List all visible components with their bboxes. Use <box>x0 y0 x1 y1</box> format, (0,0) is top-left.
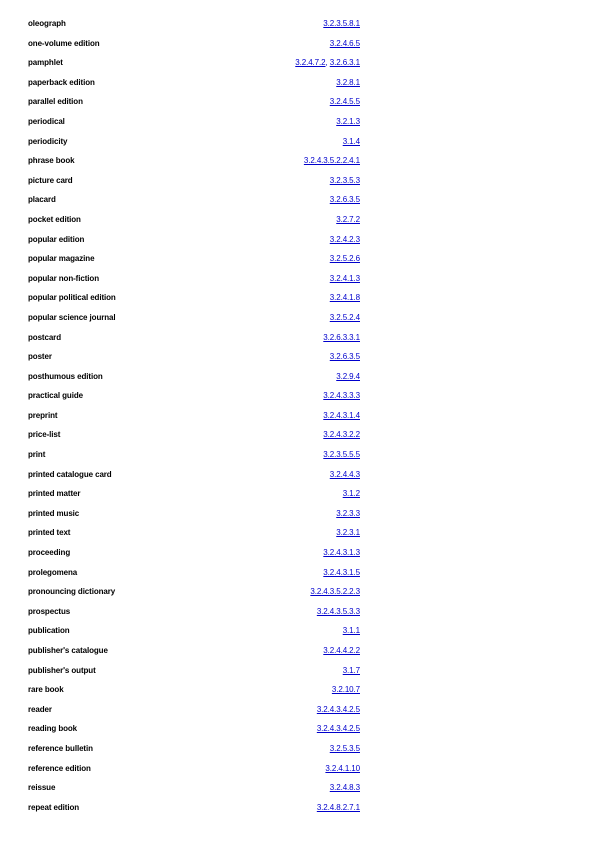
index-term: reissue <box>28 783 56 793</box>
index-term: prospectus <box>28 606 71 616</box>
section-reference-link[interactable]: 3.1.7 <box>342 665 360 675</box>
index-references <box>323 391 360 400</box>
section-reference-link[interactable]: 3.2.4.3.1.4 <box>323 410 360 420</box>
section-reference-link[interactable]: 3.2.4.3.2.2 <box>323 430 360 440</box>
index-term: oleograph <box>28 19 66 28</box>
section-reference-link[interactable]: 3.2.4.3.4.2.5 <box>316 704 360 714</box>
section-reference-link[interactable]: 3.2.5.2.4 <box>329 312 360 322</box>
index-term: preprint <box>28 410 58 420</box>
section-reference-link[interactable]: 3.2.4.2.3 <box>329 234 360 244</box>
index-term: reference bulletin <box>28 743 93 753</box>
index-references <box>330 293 360 302</box>
index-term: publication <box>28 626 70 636</box>
index-references <box>343 666 360 675</box>
index-entry <box>0 505 595 525</box>
section-reference-link[interactable]: 3.2.7.2 <box>336 214 360 224</box>
index-entry <box>0 113 595 133</box>
index-term: popular edition <box>28 234 85 244</box>
index-term: price-list <box>28 430 61 440</box>
index-term: pocket edition <box>28 214 81 224</box>
index-entry <box>0 54 595 74</box>
section-reference-link[interactable]: 3.2.5.2.6 <box>329 254 360 264</box>
index-entry <box>0 760 595 780</box>
index-term: publisher's catalogue <box>28 646 108 655</box>
index-references <box>343 626 360 635</box>
index-entry <box>0 211 595 231</box>
index-term: printed music <box>28 508 80 518</box>
index-references <box>336 372 360 381</box>
index-entry <box>0 662 595 682</box>
index-term: rare book <box>28 685 64 695</box>
section-reference-link[interactable]: 3.2.4.6.5 <box>329 38 360 48</box>
index-term: reader <box>28 704 52 714</box>
section-reference-link[interactable]: 3.2.3.3 <box>336 508 360 518</box>
section-reference-link[interactable]: 3.2.4.3.1.5 <box>323 567 360 577</box>
index-entry <box>0 426 595 446</box>
index-references <box>330 470 360 479</box>
index-term: publisher's output <box>28 665 96 675</box>
index-references <box>304 156 360 165</box>
index-entry <box>0 583 595 603</box>
index-term: reference edition <box>28 763 91 773</box>
index-references <box>317 607 360 616</box>
index-term: popular magazine <box>28 254 95 264</box>
index-entry <box>0 603 595 623</box>
index-references <box>323 333 360 342</box>
index-term: postcard <box>28 332 61 342</box>
index-term: paperback edition <box>28 77 95 87</box>
index-entry <box>0 622 595 642</box>
index-entry <box>0 289 595 309</box>
section-reference-link[interactable]: 3.1.2 <box>342 489 360 499</box>
section-reference-link[interactable]: 3.2.6.3.3.1 <box>323 332 360 342</box>
index-term: one-volume edition <box>28 38 100 48</box>
index-references <box>330 235 360 244</box>
index-term: phrase book <box>28 156 75 166</box>
index-entry <box>0 133 595 153</box>
index-entry <box>0 172 595 192</box>
index-references <box>343 137 360 146</box>
index-term: print <box>28 450 46 460</box>
section-reference-link[interactable]: 3.2.5.3.5 <box>329 743 360 753</box>
index-list <box>0 15 595 818</box>
index-entry <box>0 74 595 94</box>
index-references <box>330 352 360 361</box>
index-references <box>330 39 360 48</box>
index-entry <box>0 35 595 55</box>
index-references <box>336 215 360 224</box>
index-term: pamphlet <box>28 58 63 68</box>
section-reference-link[interactable]: 3.2.4.3.5.2.2.3 <box>310 587 360 597</box>
index-entry <box>0 642 595 662</box>
index-references <box>323 548 360 557</box>
index-entry <box>0 191 595 211</box>
index-entry <box>0 466 595 486</box>
index-entry <box>0 348 595 368</box>
section-reference-link[interactable]: 3.2.3.5.5.5 <box>323 450 360 460</box>
index-term: placard <box>28 195 56 205</box>
index-term: pronouncing dictionary <box>28 587 116 597</box>
index-term: proceeding <box>28 548 71 558</box>
index-references <box>336 117 360 126</box>
section-reference-link[interactable]: 3.2.4.3.3.3 <box>323 391 360 401</box>
index-entry <box>0 368 595 388</box>
index-references <box>330 274 360 283</box>
section-reference-link[interactable]: 3.2.4.1.3 <box>329 273 360 283</box>
index-references <box>330 97 360 106</box>
index-entry <box>0 387 595 407</box>
index-term: printed text <box>28 528 71 538</box>
index-references <box>343 489 360 498</box>
index-references <box>325 764 360 773</box>
index-references <box>330 313 360 322</box>
section-reference-link[interactable]: 3.2.4.3.4.2.5 <box>316 724 360 734</box>
index-entry <box>0 564 595 584</box>
section-reference-link[interactable]: 3.2.6.3.1 <box>329 58 360 68</box>
index-entry <box>0 152 595 172</box>
index-term: posthumous edition <box>28 371 103 381</box>
index-term: picture card <box>28 175 73 185</box>
section-reference-link[interactable]: 3.2.4.8.2.7.1 <box>316 802 360 812</box>
index-term: popular non-fiction <box>28 273 99 283</box>
section-reference-link[interactable]: 3.2.4.3.1.3 <box>323 548 360 558</box>
index-references <box>323 411 360 420</box>
index-entry <box>0 720 595 740</box>
section-reference-link[interactable]: 3.2.4.1.8 <box>329 293 360 303</box>
index-term: reading book <box>28 724 78 734</box>
index-references <box>323 568 360 577</box>
index-term: printed matter <box>28 489 81 499</box>
index-references <box>310 587 360 596</box>
index-references <box>323 430 360 439</box>
section-reference-link[interactable]: 3.2.3.5.8.1 <box>323 19 360 28</box>
index-references <box>336 78 360 87</box>
index-entry <box>0 93 595 113</box>
index-entry <box>0 309 595 329</box>
section-reference-link[interactable]: 3.1.1 <box>342 626 360 636</box>
index-references <box>330 254 360 263</box>
section-reference-link[interactable]: 3.2.6.3.5 <box>329 195 360 205</box>
index-entry <box>0 524 595 544</box>
index-references <box>330 783 360 792</box>
index-entry <box>0 250 595 270</box>
index-term: printed catalogue card <box>28 469 112 479</box>
index-references <box>317 724 360 733</box>
section-reference-link[interactable]: 3.2.6.3.5 <box>329 352 360 362</box>
section-reference-link[interactable]: 3.2.3.5.3 <box>329 175 360 185</box>
index-references <box>336 509 360 518</box>
index-references <box>330 195 360 204</box>
index-entry <box>0 329 595 349</box>
index-term: periodicity <box>28 136 68 146</box>
index-term: practical guide <box>28 391 83 401</box>
section-reference-link[interactable]: 3.2.4.5.5 <box>329 97 360 107</box>
index-entry <box>0 701 595 721</box>
index-entry <box>0 681 595 701</box>
index-term: popular science journal <box>28 312 116 322</box>
section-reference-link[interactable]: 3.2.3.1 <box>336 528 360 538</box>
index-references <box>330 744 360 753</box>
section-reference-link[interactable]: 3.2.8.1 <box>336 77 360 87</box>
section-reference-link[interactable]: 3.2.1.3 <box>336 116 360 126</box>
index-entry <box>0 407 595 427</box>
index-references <box>332 685 360 694</box>
section-reference-link[interactable]: 3.2.4.3.5.2.2.4.1 <box>303 156 360 166</box>
index-entry <box>0 270 595 290</box>
index-entry <box>0 779 595 799</box>
index-references <box>323 646 360 655</box>
index-term: popular political edition <box>28 293 116 303</box>
index-term: periodical <box>28 116 65 126</box>
index-entry <box>0 799 595 819</box>
reference-separator: , <box>325 58 330 68</box>
index-term: repeat edition <box>28 802 80 812</box>
section-reference-link[interactable]: 3.1.4 <box>342 136 360 146</box>
index-references <box>317 803 360 812</box>
section-reference-link[interactable]: 3.2.4.7.2 <box>295 58 326 68</box>
section-reference-link[interactable]: 3.2.9.4 <box>336 371 360 381</box>
index-references <box>323 19 360 28</box>
index-entry <box>0 485 595 505</box>
index-term: parallel edition <box>28 97 83 107</box>
section-reference-link[interactable]: 3.2.4.8.3 <box>329 783 360 793</box>
index-references <box>323 450 360 459</box>
index-entry <box>0 15 595 35</box>
index-references <box>330 176 360 185</box>
index-entry <box>0 446 595 466</box>
section-reference-link[interactable]: 3.2.10.7 <box>331 685 360 695</box>
section-reference-link[interactable]: 3.2.4.4.2.2 <box>323 646 360 655</box>
index-entry <box>0 740 595 760</box>
index-term: poster <box>28 352 52 362</box>
index-references <box>295 58 360 67</box>
section-reference-link[interactable]: 3.2.4.4.3 <box>329 469 360 479</box>
section-reference-link[interactable]: 3.2.4.3.5.3.3 <box>316 606 360 616</box>
index-entry <box>0 231 595 251</box>
index-entry <box>0 544 595 564</box>
section-reference-link[interactable]: 3.2.4.1.10 <box>325 763 360 773</box>
index-term: prolegomena <box>28 567 78 577</box>
index-references <box>317 705 360 714</box>
index-references <box>336 528 360 537</box>
